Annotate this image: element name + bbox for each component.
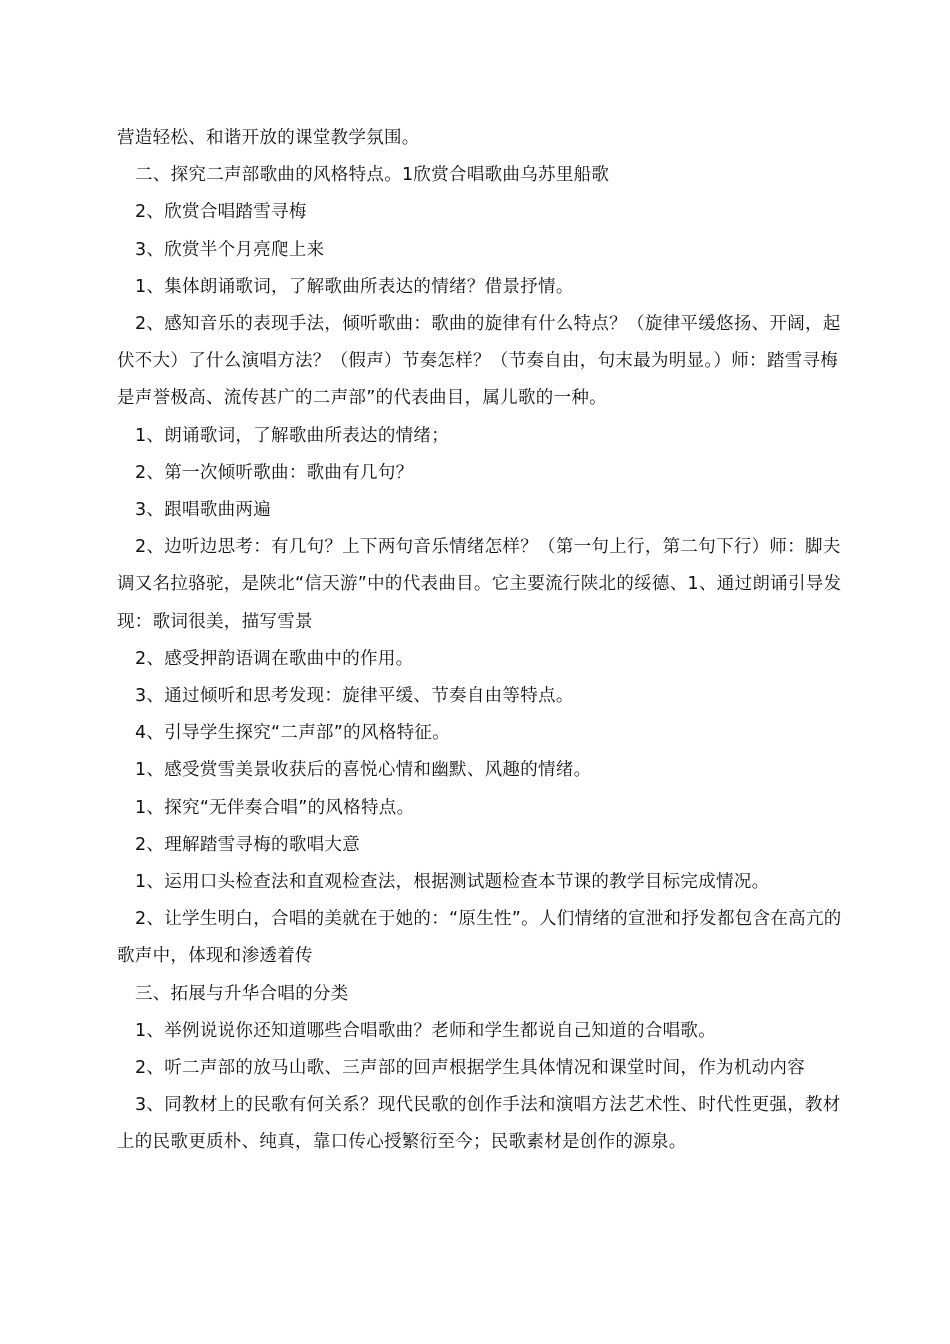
paragraph: 营造轻松、和谐开放的课堂教学氛围。 [117, 128, 420, 148]
paragraph: 2、边听边思考：有几句？上下两句音乐情绪怎样？（第一句上行，第二句下行）师：脚夫调又名拉骆驼，是陕北“信天游”中的代表曲目。它主要流行陕北的绥德、1、通过朗诵引导发现：歌词很美，描写雪景 [117, 537, 842, 632]
paragraph: 3、同教材上的民歌有何关系？现代民歌的创作手法和演唱方法艺术性、时代性更强，教材上的民歌更质朴、纯真，靠口传心授繁衍至今；民歌素材是创作的源泉。 [117, 1095, 841, 1153]
paragraph: 1、举例说说你还知道哪些合唱歌曲？老师和学生都说自己知道的合唱歌。 [135, 1020, 717, 1041]
paragraph: 3、通过倾听和思考发现：旋律平缓、节奏自由等特点。 [135, 686, 574, 707]
paragraph: 2、理解踏雪寻梅的歌唱大意 [135, 834, 361, 855]
paragraph: 2、让学生明白，合唱的美就在于她的：“原生性”。人们情绪的宣泄和抒发都包含在高亢的歌声中，体现和渗透着传 [117, 909, 842, 967]
paragraph: 3、跟唱歌曲两遍 [135, 500, 272, 521]
paragraph: 4、引导学生探究“二声部”的风格特征。 [135, 723, 450, 744]
document-body [117, 120, 852, 1162]
paragraph: 1、探究“无伴奏合唱”的风格特点。 [135, 797, 415, 818]
paragraph: 2、听二声部的放马山歌、三声部的回声根据学生具体情况和课堂时间，作为机动内容 [135, 1058, 806, 1079]
paragraph: 2、感知音乐的表现手法，倾听歌曲：歌曲的旋律有什么特点？（旋律平缓悠扬、开阔，起伏不大）了什么演唱方法？（假声）节奏怎样？（节奏自由，句末最为明显。）师：踏雪寻梅是声誉极高、流传甚广的二声部”的代表曲目，属儿歌的一种。 [117, 314, 841, 409]
paragraph: 2、第一次倾听歌曲：歌曲有几句？ [135, 462, 414, 483]
paragraph: 1、运用口头检查法和直观检查法，根据测试题检查本节课的教学目标完成情况。 [135, 872, 770, 893]
paragraph: 2、感受押韵语调在歌曲中的作用。 [135, 648, 414, 669]
paragraph: 2、欣赏合唱踏雪寻梅 [135, 202, 307, 223]
paragraph: 3、欣赏半个月亮爬上来 [135, 239, 325, 260]
paragraph: 1、朗诵歌词，了解歌曲所表达的情绪； [135, 425, 450, 446]
paragraph: 1、感受赏雪美景收获后的喜悦心情和幽默、风趣的情绪。 [135, 760, 592, 781]
paragraph: 1、集体朗诵歌词，了解歌曲所表达的情绪？借景抒情。 [135, 276, 574, 297]
paragraph: 二、探究二声部歌曲的风格特点。1欣赏合唱歌曲乌苏里船歌 [135, 165, 610, 186]
paragraph: 三、拓展与升华合唱的分类 [135, 983, 349, 1004]
